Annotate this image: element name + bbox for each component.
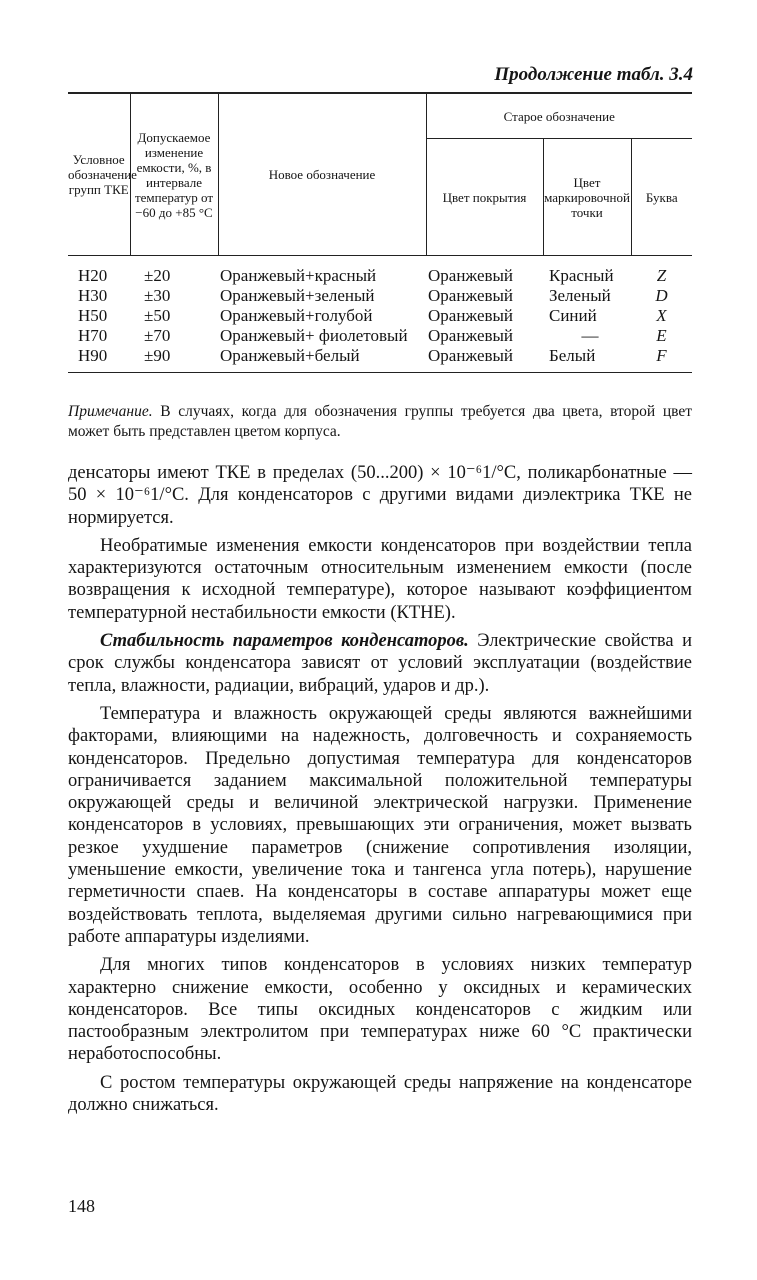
tolerance-value: ±70 [144,326,171,345]
new-designation: Оранжевый+ фиолетовый [220,326,408,345]
note-label: Примечание. [68,403,153,420]
paragraph [68,630,692,697]
point-color: Белый [543,346,631,373]
body-text [68,462,692,1122]
section-heading: Стабильность параметров конденсаторов. [100,631,469,652]
letter-code: D [655,286,668,305]
header-new: Новое обозначение [218,93,426,256]
header-old: Старое обозначение [426,93,692,139]
paragraph: Необратимые изменения емкости конденсаторов при воздействии тепла характеризуются остаточным относительным изменением емкости (после возвращения к исходной температуре), которое называют коэффициентом температурной нестабильности емкости (КТНЕ). [68,535,692,623]
cover-color: Оранжевый [428,326,514,345]
point-color: Красный [549,266,614,285]
paragraph: Для многих типов конденсаторов в условиях низких температур характерно снижение емкости, особенно у оксидных и керамических конденсаторов. Все типы оксидных конденсаторов с жидким или пастообразным электролитом при температурах ниже 60 °С практически неработоспособны. [68,955,692,1065]
new-designation: Оранжевый+белый [218,346,426,373]
page-number: 148 [68,1196,95,1216]
point-color: Синий [549,306,597,325]
cover-color: Оранжевый [428,306,514,325]
tolerance-value: ±50 [144,306,171,325]
paragraph: С ростом температуры окружающей среды напряжение на конденсаторе должно снижаться. [68,1072,692,1116]
capacitor-tke-table [68,92,692,373]
group-code: Н70 [78,326,108,345]
point-color: — [581,326,599,345]
tolerance-value: ±90 [130,346,218,373]
cover-color: Оранжевый [426,346,543,373]
header-cover: Цвет покрытия [426,139,543,256]
paragraph: Температура и влажность окружающей среды являются важнейшими факторами, влияющими на надежность, долговечность и сохраняемость конденсаторов. Предельно допустимая температура для конденсаторов ограничивается заданием максимальной положительной температуры окружающей среды и величиной электрической нагрузки. Применение конденсаторов в условиях, превышающих эти ограничения, может вызвать резкое ухудшение параметров (снижение сопротивления изоляции, уменьшение емкости, увеличение тока и тангенса угла потерь), нарушение герметичности спаев. На конденсаторы в составе аппаратуры может еще воздействовать теплота, выделяемая другими сильно нагревающимися при работе аппаратуры изделиями. [68,703,692,947]
new-designation: Оранжевый+зеленый [220,286,375,305]
cover-color: Оранжевый [428,286,514,305]
table-note [68,402,692,442]
group-code: Н90 [68,346,130,373]
header-tolerance: Допускаемое изменение емкости, %, в интервале температур от −60 до +85 °С [130,93,218,256]
header-point: Цвет маркировочной точки [543,139,631,256]
header-group: Условное обозначение групп ТКЕ [68,93,130,256]
letter-code: E [656,326,667,345]
cover-color: Оранжевый [428,266,514,285]
group-code: Н20 [78,266,108,285]
letter-code: F [631,346,692,373]
header-letter: Буква [631,139,692,256]
table-row [68,326,692,346]
table-row [68,286,692,306]
table-row [68,256,692,287]
new-designation: Оранжевый+голубой [220,306,373,325]
table-row [68,306,692,326]
table-row [68,346,692,373]
tolerance-value: ±20 [144,266,171,285]
paragraph-text: Электрические свойства и срок службы конденсатора зависят от условий эксплуатации (воздействие тепла, влажности, радиации, вибраций, ударов и др.). [68,631,692,696]
letter-code: Z [656,266,667,285]
group-code: Н30 [78,286,108,305]
table-continuation-caption: Продолжение табл. 3.4 [494,64,693,85]
paragraph: денсаторы имеют ТКЕ в пределах (50...200) × 10⁻⁶1/°С, поликарбонатные — 50 × 10⁻⁶1/°С. Для конденсаторов с другими видами диэлектрика ТКЕ не нормируется. [68,463,692,528]
group-code: Н50 [78,306,108,325]
tolerance-value: ±30 [144,286,171,305]
note-text: В случаях, когда для обозначения группы требуется два цвета, второй цвет может быть представлен цветом корпуса. [68,403,692,440]
new-designation: Оранжевый+красный [220,266,377,285]
point-color: Зеленый [549,286,611,305]
letter-code: X [656,306,667,325]
